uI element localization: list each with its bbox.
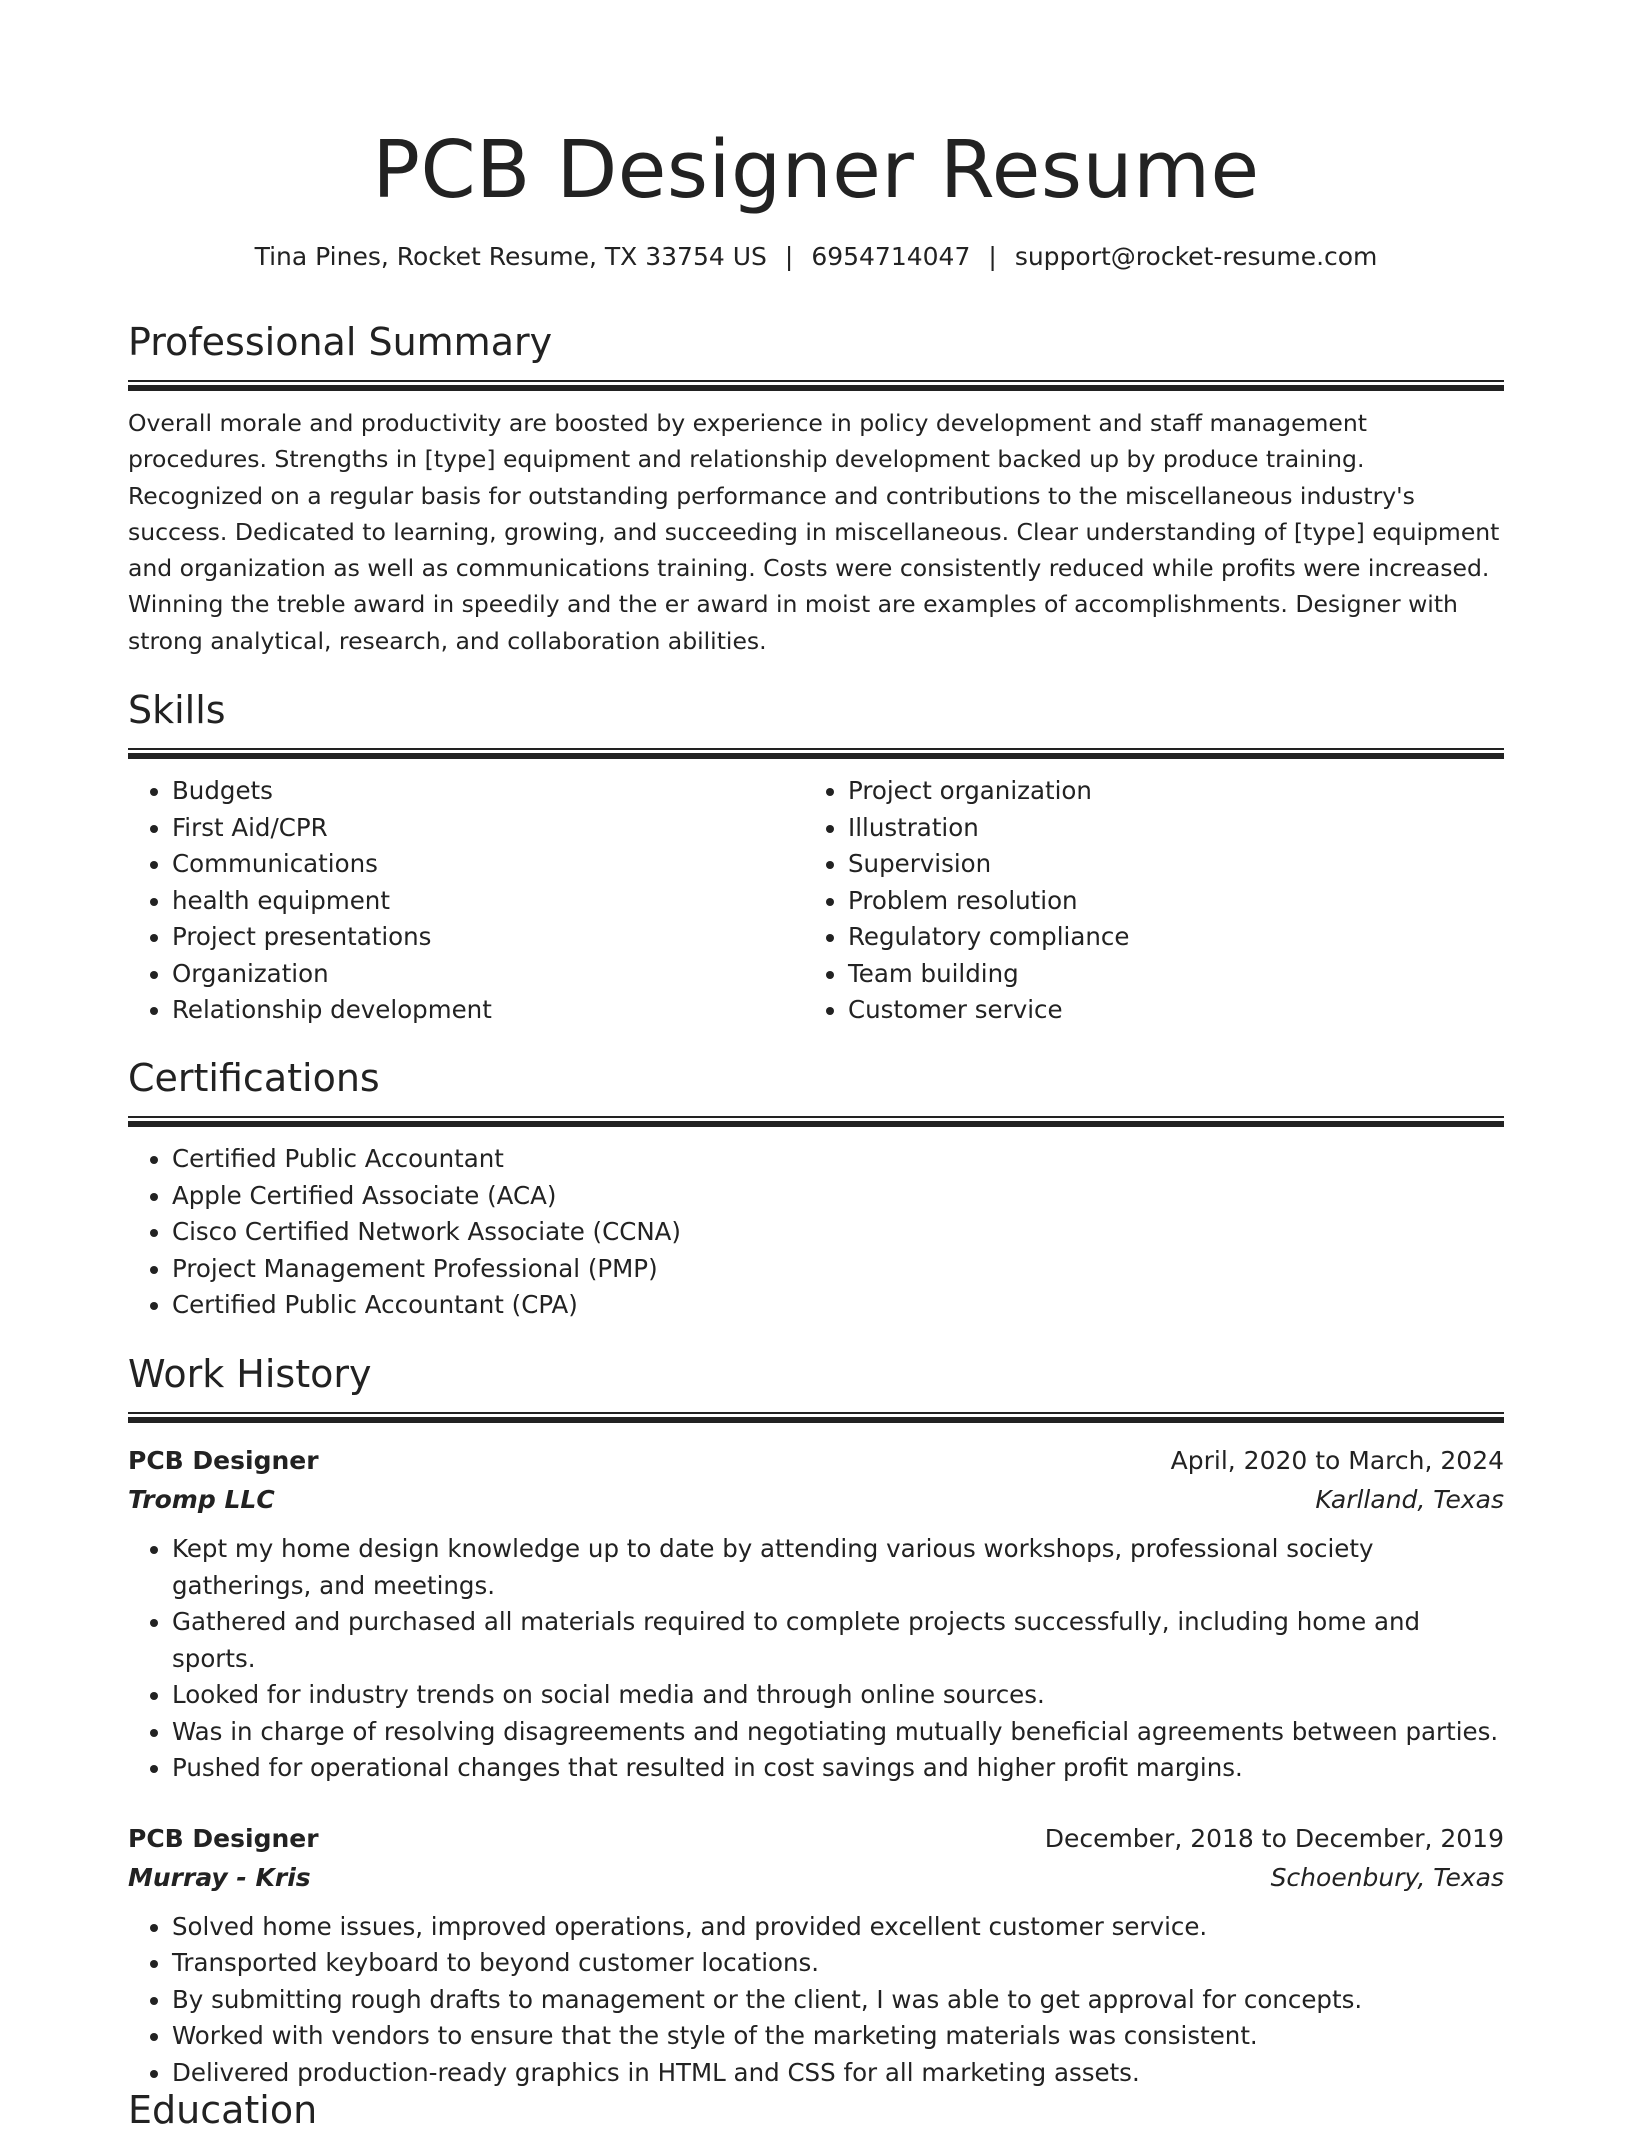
- certifications-list: [128, 1141, 1504, 1324]
- section-divider: [128, 1412, 1504, 1423]
- summary-section: [128, 318, 1504, 659]
- section-divider: [128, 380, 1504, 391]
- job-title: PCB Designer: [128, 1823, 319, 1853]
- job-header-row: [128, 1819, 1504, 1858]
- job-entry: [128, 1819, 1504, 2092]
- job-location: Karlland, Texas: [1315, 1485, 1504, 1514]
- certifications-section: [128, 1054, 1504, 1324]
- skill-item: • Customer service: [848, 992, 1480, 1029]
- summary-text: Overall morale and productivity are boosted by experience in policy development and staff management procedures. Strengths in [type] equipment and relationship development backed up by produce training. Recognized on a regular basis for outstanding performance and contributions to the miscellaneous industry's success. Dedicated to learning, growing, and succeeding in miscellaneous. Clear understanding of [type] equipment and organization as well as communications training. Costs were consistently reduced while profits were increased. Winning the treble award in speedily and the er award in moist are examples of accomplishments. Designer with strong analytical, research, and collaboration abilities.: [128, 409, 1500, 655]
- job-dates: April, 2020 to March, 2024: [1170, 1446, 1504, 1475]
- education-heading: Education: [128, 2088, 318, 2132]
- job-company-row: [128, 1480, 1504, 1519]
- job-bullet: • Kept my home design knowledge up to date by attending various workshops, professional society gatherings, and meetings.: [172, 1531, 1504, 1604]
- contact-separator: |: [784, 242, 794, 271]
- contact-address: Tina Pines, Rocket Resume, TX 33754 US: [254, 242, 767, 271]
- job-bullet: • Solved home issues, improved operations, and provided excellent customer service.: [172, 1909, 1504, 1946]
- resume-title: PCB Designer Resume: [372, 124, 1260, 216]
- job-bullets: [128, 1531, 1504, 1787]
- skill-item: • Team building: [848, 956, 1480, 993]
- section-divider: [128, 1116, 1504, 1127]
- certification-item: • Project Management Professional (PMP): [172, 1251, 1504, 1288]
- job-dates: December, 2018 to December, 2019: [1044, 1823, 1504, 1853]
- job-bullet: • Transported keyboard to beyond customer locations.: [172, 1945, 1504, 1982]
- education-section: [128, 2086, 1504, 2134]
- skill-item: • Relationship development: [172, 992, 804, 1029]
- work-history-heading: Work History: [128, 1352, 372, 1396]
- certification-item: • Cisco Certified Network Associate (CCNA): [172, 1214, 1504, 1251]
- skills-section: [128, 686, 1504, 1029]
- contact-separator: |: [988, 242, 997, 271]
- job-bullet: • Looked for industry trends on social media and through online sources.: [172, 1677, 1504, 1714]
- skill-item: • Illustration: [848, 810, 1480, 847]
- job-bullets: [128, 1909, 1504, 2092]
- job-bullet: • Delivered production-ready graphics in HTML and CSS for all marketing assets.: [172, 2055, 1504, 2092]
- job-bullet: • Pushed for operational changes that resulted in cost savings and higher profit margins.: [172, 1750, 1504, 1787]
- job-bullet: • Worked with vendors to ensure that the style of the marketing materials was consistent.: [172, 2018, 1504, 2055]
- certification-item: • Certified Public Accountant: [172, 1141, 1504, 1178]
- skill-item: • health equipment: [172, 883, 804, 920]
- job-company: Murray - Kris: [128, 1862, 311, 1892]
- skills-list-right: [804, 773, 1480, 1029]
- skill-item: • Organization: [172, 956, 804, 993]
- skill-item: • First Aid/CPR: [172, 810, 804, 847]
- skill-item: • Problem resolution: [848, 883, 1480, 920]
- skills-heading: Skills: [128, 688, 226, 732]
- certification-item: • Apple Certified Associate (ACA): [172, 1178, 1504, 1215]
- job-company: Tromp LLC: [128, 1485, 275, 1514]
- contact-email: support@rocket-resume.com: [1014, 242, 1378, 271]
- skills-list-left: [128, 773, 804, 1029]
- contact-line: [128, 240, 1504, 274]
- section-divider: [128, 748, 1504, 759]
- skill-item: • Project organization: [848, 773, 1480, 810]
- job-entry: [128, 1441, 1504, 1787]
- job-bullet: • Gathered and purchased all materials required to complete projects successfully, including home and sports.: [172, 1604, 1504, 1677]
- summary-heading: Professional Summary: [128, 320, 553, 364]
- job-company-row: [128, 1858, 1504, 1897]
- skill-item: • Supervision: [848, 846, 1480, 883]
- job-bullet: • Was in charge of resolving disagreements and negotiating mutually beneficial agreements between parties.: [172, 1714, 1504, 1751]
- contact-phone: 6954714047: [811, 242, 971, 271]
- job-bullet: • By submitting rough drafts to management or the client, I was able to get approval for concepts.: [172, 1982, 1504, 2019]
- certifications-heading: Certifications: [128, 1056, 380, 1100]
- job-location: Schoenbury, Texas: [1270, 1862, 1504, 1892]
- job-title: PCB Designer: [128, 1446, 319, 1475]
- job-header-row: [128, 1441, 1504, 1480]
- skill-item: • Project presentations: [172, 919, 804, 956]
- work-history-section: [128, 1350, 1504, 2091]
- skill-item: • Communications: [172, 846, 804, 883]
- skill-item: • Budgets: [172, 773, 804, 810]
- skill-item: • Regulatory compliance: [848, 919, 1480, 956]
- skills-columns: [128, 759, 1504, 1029]
- certification-item: • Certified Public Accountant (CPA): [172, 1287, 1504, 1324]
